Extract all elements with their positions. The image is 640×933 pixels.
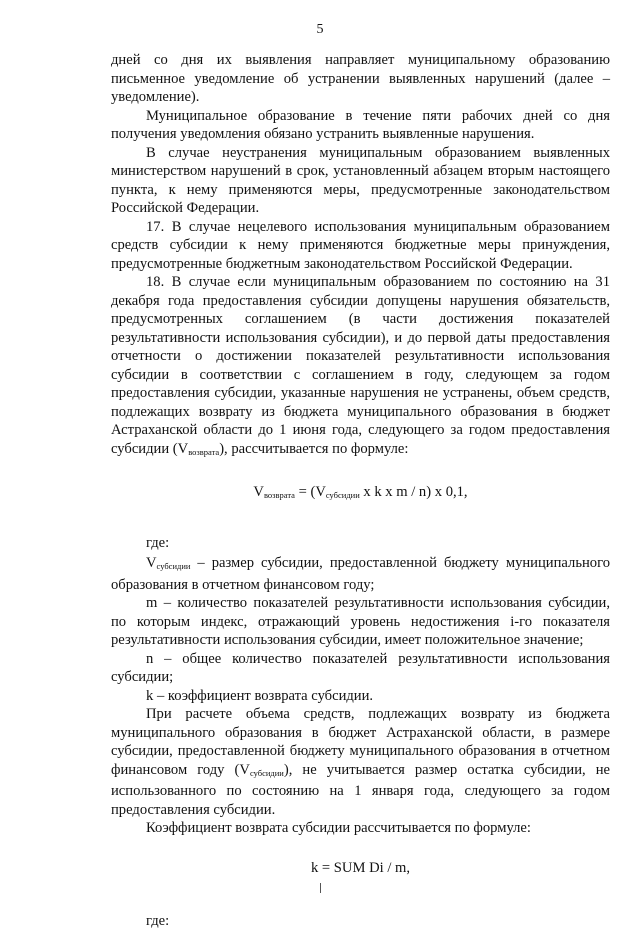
- calc-subscript: субсидии: [249, 767, 284, 778]
- formula-sub-return: возврата: [263, 490, 295, 500]
- definition-k: k – коэффициент возврата субсидии.: [146, 687, 374, 704]
- formula-coefficient: k = SUM Di / m,: [310, 859, 411, 876]
- paragraph-notice: дней со дня их выявления направляет муниципальному образованию письменное уведомление об устранении выявленных нарушений (далее – уведомление).: [111, 52, 610, 105]
- where-label-2: где:: [146, 913, 170, 929]
- def-v-subscript: субсидии: [156, 561, 191, 571]
- calc-end: ), не учитывается размер остатка субсидии, не использованного по состоянию на 1 января года, следующего за годом предоставления субсидии.: [111, 761, 611, 818]
- formula-return-volume: [111, 483, 610, 505]
- paragraph-18-subscript: возврата: [188, 446, 220, 457]
- paragraph-coefficient: Коэффициент возврата субсидии рассчитывается по формуле:: [146, 820, 531, 836]
- paragraph-calculation: [111, 705, 610, 819]
- definition-v-subsidy: [111, 554, 610, 594]
- formula-tail: x k x m / n) x 0,1,: [359, 484, 468, 500]
- formula-eq: = (V: [294, 484, 326, 500]
- page-number: 5: [316, 22, 324, 37]
- paragraph-deadline: Муниципальное образование в течение пяти рабочих дней со дня получения уведомления обязано устранить выявленные нарушения.: [111, 107, 610, 142]
- definition-m: m – количество показателей результативности использования субсидии, по которым индекс, отражающий уровень недостижения i-го показателя результативности использования субсидии, имеет положительное значение;: [111, 595, 610, 648]
- paragraph-measures: В случае неустранения муниципальным образованием выявленных министерством нарушений в срок, установленный абзацем вторым настоящего пункта, к нему применяются меры, предусмотренные законодательством Российской Федерации.: [111, 144, 610, 216]
- formula-sub-subsidy: субсидии: [325, 490, 360, 500]
- def-v-symbol: V: [146, 555, 157, 571]
- scan-mark: [318, 883, 323, 893]
- body-text: [111, 51, 610, 933]
- where-label-1: где:: [146, 534, 170, 551]
- def-v-text: – размер субсидии, предоставленной бюджету муниципального образования в отчетном финансовом году;: [111, 555, 610, 593]
- paragraph-18-text: 18. В случае если муниципальным образованием по состоянию на 31 декабря года предоставления субсидии допущены нарушения обязательств, предусмотренных соглашением (в части достижения показателей результативности использования субсидии), и до первой даты предоставления отчетности о достижении показателей результативности использования субсидии в соответствии с соглашением в году, следующем за годом предоставления субсидии, указанные нарушения не устранены, объем средств, подлежащих возврату из бюджета муниципального образования в бюджет Астраханской области до 1 июня года, следующего за годом предоставления субсидии (V: [111, 274, 610, 457]
- formula-v: V: [253, 484, 264, 500]
- paragraph-18: [111, 273, 610, 461]
- paragraph-18-end: ), рассчитывается по формуле:: [219, 440, 409, 457]
- definition-n: n – общее количество показателей результативности использования субсидии;: [111, 650, 610, 685]
- paragraph-17: 17. В случае нецелевого использования муниципальным образованием средств субсидии к нему применяются бюджетные меры принуждения, предусмотренные бюджетным законодательством Российской Федерации.: [111, 218, 610, 272]
- calc-text: При расчете объема средств, подлежащих возврату из бюджета муниципального образования в бюджет Астраханской области, в размере субсидии, предоставленной бюджету муниципального образования в отчетном финансовом году (V: [111, 706, 610, 778]
